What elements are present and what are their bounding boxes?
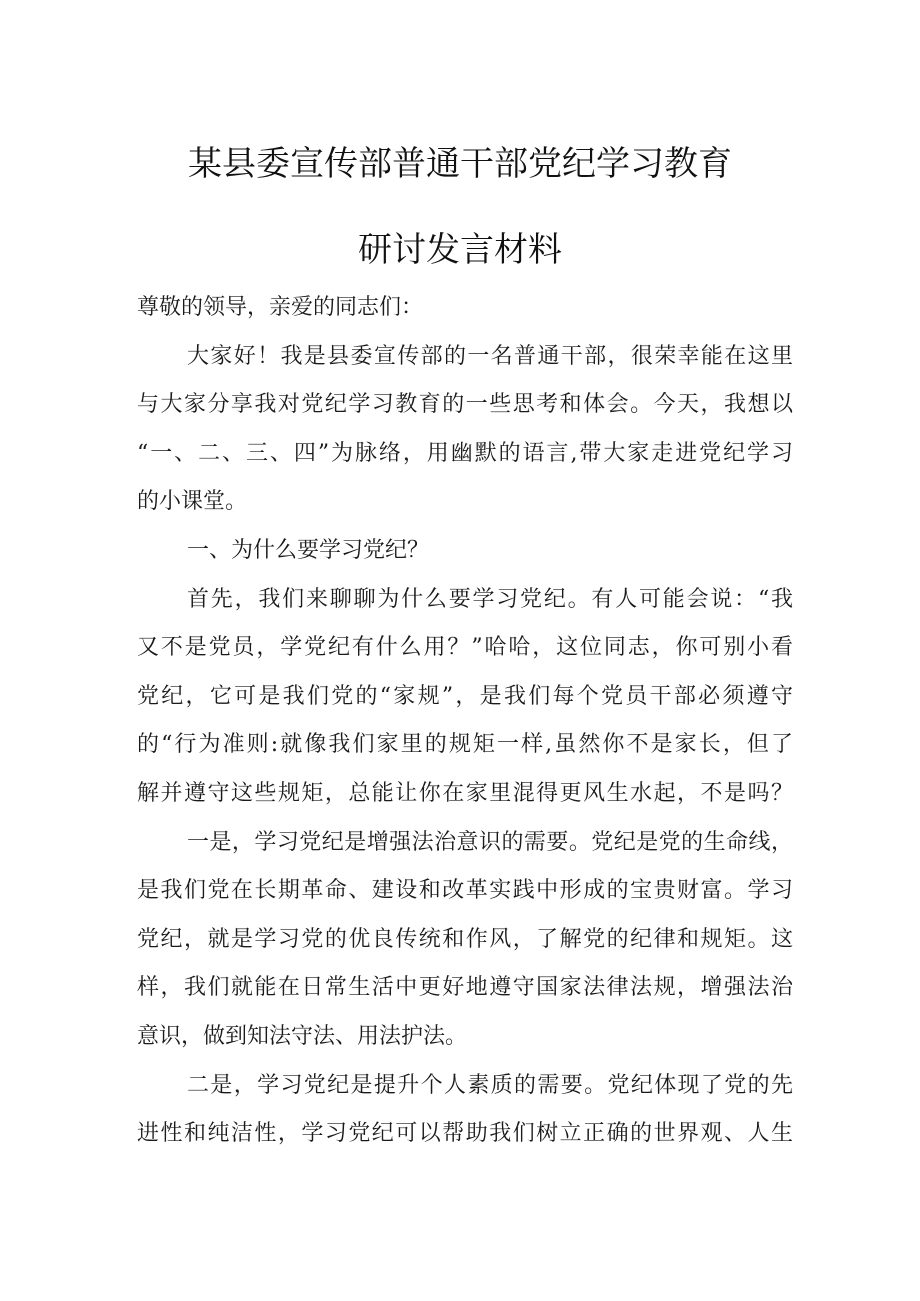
document-body bbox=[137, 284, 793, 1159]
document-title-line-2: 研讨发言材料 bbox=[358, 230, 562, 270]
section-heading: 一、为什么要学习党纪？ bbox=[187, 537, 430, 563]
body-line: “一、二、三、四”为脉络，用幽默的语言,带大家走进党纪学习 bbox=[137, 440, 793, 466]
body-line: 又不是党员，学党纪有什么用？”哈哈，这位同志，你可别小看 bbox=[137, 635, 793, 661]
body-line: 样，我们就能在日常生活中更好地遵守国家法律法规，增强法治 bbox=[137, 975, 793, 1001]
body-line: 二是，学习党纪是提升个人素质的需要。党纪体现了党的先 bbox=[187, 1072, 793, 1098]
document-title-line-1: 某县委宣传部普通干部党纪学习教育 bbox=[188, 144, 732, 184]
body-line: 解并遵守这些规矩，总能让你在家里混得更风生水起，不是吗？ bbox=[137, 780, 793, 806]
body-line: 意识，做到知法守法、用法护法。 bbox=[137, 1023, 468, 1049]
body-line: 首先，我们来聊聊为什么要学习党纪。有人可能会说：“我 bbox=[187, 586, 793, 612]
body-line: 一是，学习党纪是增强法治意识的需要。党纪是党的生命线， bbox=[187, 829, 793, 855]
body-line: 党纪，就是学习党的优良传统和作风，了解党的纪律和规矩。这 bbox=[137, 926, 793, 952]
body-line: 的“行为准则:就像我们家里的规矩一样,虽然你不是家长，但了 bbox=[137, 732, 793, 758]
body-line: 进性和纯洁性，学习党纪可以帮助我们树立正确的世界观、人生 bbox=[137, 1121, 793, 1147]
body-line: 是我们党在长期革命、建设和改革实践中形成的宝贵财富。学习 bbox=[137, 878, 793, 904]
body-line: 尊敬的领导，亲爱的同志们： bbox=[137, 295, 424, 320]
body-line: 大家好！我是县委宣传部的一名普通干部，很荣幸能在这里 bbox=[187, 343, 793, 369]
body-line: 的小课堂。 bbox=[137, 489, 248, 515]
body-line: 与大家分享我对党纪学习教育的一些思考和体会。今天，我想以 bbox=[137, 392, 793, 418]
body-line: 党纪，它可是我们党的“家规”，是我们每个党员干部必须遵守 bbox=[137, 683, 793, 709]
